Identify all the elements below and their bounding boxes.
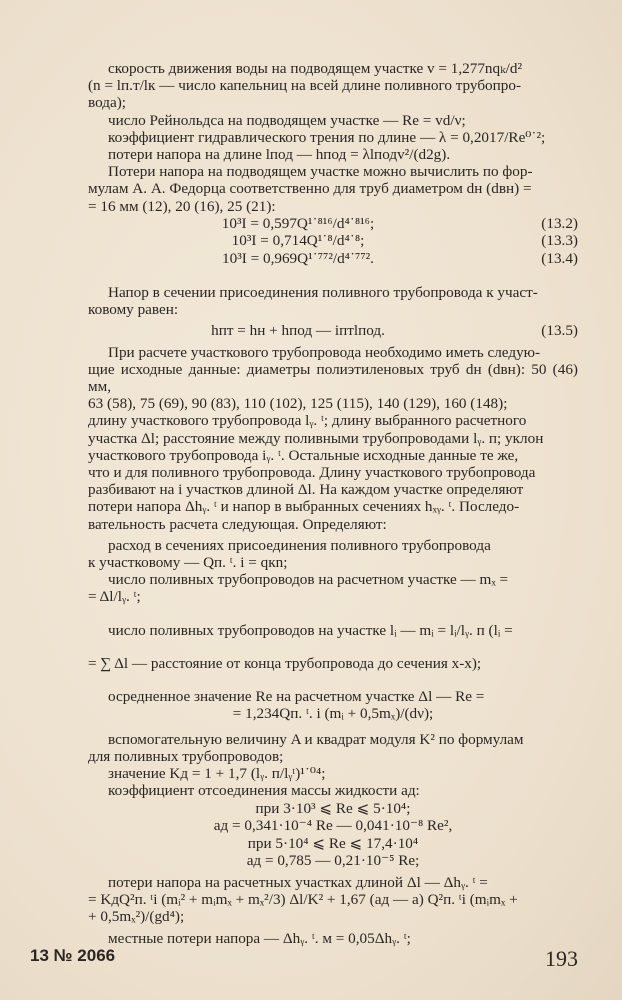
- text-line: вательность расчета следующая. Определяют:: [88, 515, 387, 533]
- text-line: местные потери напора — Δhᵧ. ᵗ. м = 0,05Δhᵧ. ᵗ;: [108, 929, 411, 947]
- equation-13-3: [88, 232, 578, 250]
- condition-line: aд = 0,785 — 0,21·10⁻⁵ Re;: [246, 852, 420, 870]
- text-line: участка Δl; расстояние между поливными трубопроводами lᵧ. п; уклон: [88, 429, 544, 447]
- condition-line: при 3·10³ ⩽ Re ⩽ 5·10⁴;: [255, 799, 411, 817]
- text-line: вспомогательную величину A и квадрат модуля K² по формулам: [108, 730, 524, 748]
- text-line: длину участкового трубопровода lᵧ. ᵗ; длину выбранного расчетного: [88, 412, 527, 430]
- text-line: коэффициент отсоединения массы жидкости aд:: [108, 782, 420, 800]
- text-line: значение Kд = 1 + 1,7 (lᵧ. п/lᵧᵗ)¹˙⁰⁴;: [108, 765, 326, 783]
- equation-formula: hпт = hн + hпод — iптlпод.: [211, 322, 385, 340]
- condition-line: при 5·10⁴ ⩽ Re ⩽ 17,4·10⁴: [247, 834, 419, 852]
- text-line: = Δl/lᵧ. ᵗ;: [88, 588, 141, 606]
- text-line: коэффициент гидравлического трения по длине — λ = 0,2017/Re⁰˙²;: [108, 128, 546, 146]
- equation-13-5: [88, 322, 578, 340]
- text-line: вода);: [88, 94, 126, 112]
- text-line: участкового трубопровода iᵧ. ᵗ. Остальные исходные данные те же,: [88, 446, 519, 464]
- text-line: Потери напора на подводящем участке можно вычислить по фор-: [108, 163, 533, 181]
- text-line: + 0,5mₓ²)/(gd⁴);: [88, 908, 185, 926]
- condition-line: aд = 0,341·10⁻⁴ Re — 0,041·10⁻⁸ Re²,: [213, 817, 453, 835]
- text-line: расход в сечениях присоединения поливного трубопровода: [108, 536, 491, 554]
- equation-formula: 10³I = 0,597Q¹˙⁸¹⁶/d⁴˙⁸¹⁶;: [221, 214, 375, 232]
- equation-formula: 10³I = 0,969Q¹˙⁷⁷²/d⁴˙⁷⁷².: [222, 250, 374, 268]
- page-footer: [30, 946, 578, 972]
- text-line: осредненное значение Re на расчетном участке Δl — Re =: [108, 688, 485, 706]
- text-line: Напор в сечении присоединения поливного трубопровода к участ-: [108, 283, 538, 301]
- text-line: потери напора на расчетных участках длиной Δl — Δhᵧ. ᵗ =: [108, 874, 488, 892]
- equation-formula: 10³I = 0,714Q¹˙⁸/d⁴˙⁸;: [231, 232, 365, 250]
- text-line: (n = lп.т/lк — число капельниц на всей длине поливного трубопро-: [88, 77, 522, 95]
- equation-number: (13.5): [541, 322, 578, 340]
- equation-number: (13.3): [541, 232, 578, 250]
- text-line: к участковому — Qп. ᵗ. i = qкn;: [88, 554, 288, 572]
- page-number: 193: [545, 946, 578, 971]
- text-line: мулам А. А. Федорца соответственно для труб диаметром dн (dвн) =: [88, 180, 532, 198]
- text-line: что и для поливного трубопровода. Длину участкового трубопровода: [88, 464, 536, 482]
- equation-number: (13.4): [541, 250, 578, 268]
- text-line: При расчете участкового трубопровода необходимо иметь следую-: [108, 343, 541, 361]
- text-line: = 1,234Qп. ᵗ. i (mᵢ + 0,5mₓ)/(dν);: [232, 705, 434, 723]
- text-line: разбивают на i участков длиной Δl. На каждом участке определяют: [88, 481, 524, 499]
- text-line: для поливных трубопроводов;: [88, 748, 284, 766]
- text-line: ковому равен:: [88, 300, 179, 318]
- text-line: скорость движения воды на подводящем участке v = 1,277nqₖ/d²: [108, 60, 523, 77]
- equation-number: (13.2): [541, 214, 578, 232]
- equation-13-4: [88, 250, 578, 268]
- text-line: число поливных трубопроводов на участке lᵢ — mᵢ = lᵢ/lᵧ. п (lᵢ =: [108, 621, 513, 639]
- text-line: = 16 мм (12), 20 (16), 25 (21):: [88, 197, 276, 215]
- text-line: = KдQ²п. ᵗi (mᵢ² + mᵢmₓ + mₓ²/3) Δl/K² + 1,67 (aд — a) Q²п. ᵗi (mᵢmₓ +: [88, 891, 518, 909]
- text-line: = ∑ Δl — расстояние от конца трубопровода до сечения x-x);: [88, 654, 482, 672]
- text-line: число Рейнольдса на подводящем участке — Re = vd/ν;: [108, 111, 466, 129]
- text-line: 63 (58), 75 (69), 90 (83), 110 (102), 125 (115), 140 (129), 160 (148);: [88, 395, 508, 413]
- text-line: щие исходные данные: диаметры полиэтиленовых труб dн (dвн): 50 (46) мм,: [88, 360, 578, 396]
- text-line: число поливных трубопроводов на расчетном участке — mₓ =: [108, 571, 509, 589]
- equation-13-2: [88, 215, 578, 233]
- printer-signature: 13 № 2066: [30, 946, 116, 965]
- text-line: потери напора на длине lпод — hпод = λlподv²/(d2g).: [108, 146, 451, 164]
- text-line: потери напора Δhᵧ. ᵗ и напор в выбранных сечениях hₓᵧ. ᵗ. Последо-: [88, 498, 520, 516]
